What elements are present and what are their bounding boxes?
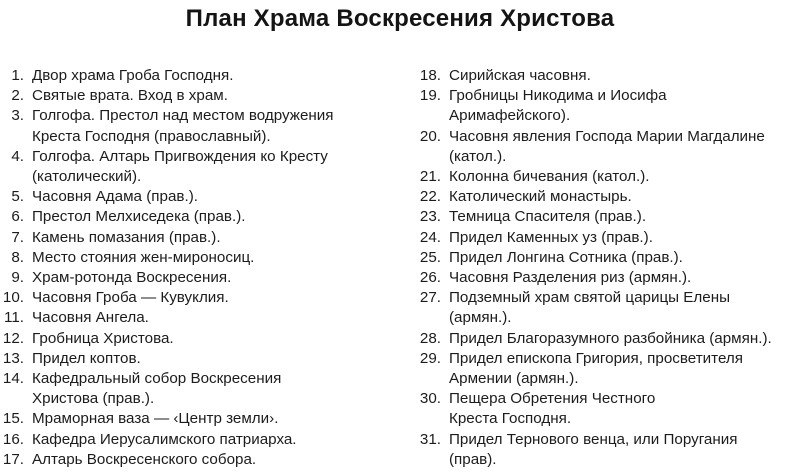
legend-item-text <box>32 147 394 187</box>
legend-item-line: Часовня Адама (прав.). <box>32 188 198 206</box>
legend-item-line: Часовня Разделения риз (армян.). <box>449 269 692 287</box>
legend-item-text <box>32 207 394 227</box>
legend-item <box>409 349 799 389</box>
legend-item-number: 9. <box>11 269 24 287</box>
legend-item-text <box>449 349 799 389</box>
legend-item <box>409 167 799 187</box>
legend-item-line: Колонна бичевания (катол.). <box>449 168 650 186</box>
legend-item-line: Часовня явления Господа Марии Магдалине <box>449 127 765 145</box>
legend-item <box>409 329 799 349</box>
legend-item-text <box>32 106 394 146</box>
legend-item-number: 5. <box>11 188 24 206</box>
legend-item-line: (католический). <box>32 168 142 186</box>
legend-item-text <box>32 268 394 288</box>
legend-item-number: 21. <box>419 168 441 186</box>
legend-item-number: 31. <box>419 430 441 448</box>
legend-item-line: Придел Каменных уз (прав.). <box>449 228 653 246</box>
legend-item-text <box>32 450 394 470</box>
legend-item-text <box>32 329 394 349</box>
legend-item-number: 24. <box>419 228 441 246</box>
legend-item-number: 27. <box>419 289 441 307</box>
legend-item <box>409 187 799 207</box>
legend-item-line: (катол.). <box>449 147 507 165</box>
legend-item-text <box>32 187 394 207</box>
legend-item-number: 16. <box>2 430 24 448</box>
legend-item-number: 20. <box>419 127 441 145</box>
legend-item-number: 13. <box>2 349 24 367</box>
legend-item-text <box>32 409 394 429</box>
legend-item <box>2 288 394 308</box>
legend-item-number: 4. <box>11 147 24 165</box>
legend-item <box>2 147 394 187</box>
legend-item-line: Христова (прав.). <box>32 390 155 408</box>
legend-item-text <box>32 349 394 369</box>
legend-item <box>409 86 799 126</box>
legend-item <box>2 369 394 409</box>
legend-item-line: Придел Лонгина Сотника (прав.). <box>449 248 683 266</box>
legend-item <box>2 268 394 288</box>
legend-item-number: 30. <box>419 390 441 408</box>
legend-item <box>2 248 394 268</box>
legend-item-line: Престол Мелхиседека (прав.). <box>32 208 246 226</box>
legend-item-number: 15. <box>2 410 24 428</box>
legend-item-line: Аримафейского). <box>449 107 571 125</box>
legend-item-text <box>449 268 799 288</box>
legend-item <box>2 450 394 470</box>
legend-item-line: Придел Благоразумного разбойника (армян.). <box>449 329 772 347</box>
legend-item-number: 25. <box>419 248 441 266</box>
legend-item-line: Темница Спасителя (прав.). <box>449 208 647 226</box>
legend-item-number: 7. <box>11 228 24 246</box>
legend-item-line: Придел Тернового венца, или Поругания <box>449 430 738 448</box>
legend-item-number: 17. <box>2 450 24 468</box>
legend-item-text <box>449 430 799 470</box>
legend-item-line: Часовня Гроба — Кувуклия. <box>32 289 229 307</box>
legend-item-text <box>32 228 394 248</box>
legend-item-line: Мраморная ваза — ‹Центр земли›. <box>32 410 279 428</box>
legend-item-number: 14. <box>2 370 24 388</box>
legend-item-number: 10. <box>2 289 24 307</box>
legend-item-line: Подземный храм святой царицы Елены <box>449 289 731 307</box>
legend-item-line: Часовня Ангела. <box>32 309 149 327</box>
legend-item <box>2 66 394 86</box>
legend-item <box>2 308 394 328</box>
legend-item-text <box>449 66 799 86</box>
legend-item-line: Придел коптов. <box>32 349 141 367</box>
legend-item-text <box>32 66 394 86</box>
legend-item-line: Пещера Обретения Честного <box>449 390 656 408</box>
legend-item-text <box>449 389 799 429</box>
legend-item-line: Креста Господня. <box>449 410 572 428</box>
legend-item-number: 2. <box>11 87 24 105</box>
legend-item <box>409 127 799 167</box>
legend-item <box>409 288 799 328</box>
legend-item-text <box>449 228 799 248</box>
legend-item <box>409 389 799 429</box>
legend-item <box>409 430 799 470</box>
legend-item <box>409 228 799 248</box>
legend-item-line: Гробница Христова. <box>32 329 174 347</box>
legend-item <box>2 409 394 429</box>
legend-column-right <box>409 66 799 470</box>
legend-item <box>2 228 394 248</box>
legend-item <box>2 207 394 227</box>
legend-item-line: Двор храма Гроба Господня. <box>32 67 234 84</box>
legend-item-number: 19. <box>419 87 441 105</box>
legend-item-text <box>32 288 394 308</box>
legend-item-number: 11. <box>4 309 24 327</box>
legend-item-number: 12. <box>2 329 24 347</box>
legend-item-line: Армении (армян.). <box>449 370 579 388</box>
legend-item-line: Католический монастырь. <box>449 188 632 206</box>
legend-item-text <box>32 369 394 409</box>
legend-item-number: 28. <box>419 329 441 347</box>
legend-item-line: Сирийская часовня. <box>449 67 591 84</box>
legend-item-line: Придел епископа Григория, просветителя <box>449 349 743 367</box>
legend-item-line: Храм-ротонда Воскресения. <box>32 269 232 287</box>
legend-item-line: Кафедральный собор Воскресения <box>32 370 282 388</box>
legend-item-number: 8. <box>11 248 24 266</box>
legend-item-line: Кафедра Иерусалимского патриарха. <box>32 430 297 448</box>
legend-item-text <box>449 167 799 187</box>
legend-item-number: 29. <box>419 349 441 367</box>
legend-item <box>2 430 394 450</box>
legend-item-line: Голгофа. Престол над местом водружения <box>32 107 334 125</box>
legend-item-number: 18. <box>419 67 441 84</box>
legend-item-number: 3. <box>11 107 24 125</box>
legend-item-text <box>449 127 799 167</box>
legend-item-number: 23. <box>419 208 441 226</box>
legend-item <box>2 329 394 349</box>
legend-item <box>2 86 394 106</box>
legend-item-text <box>449 329 799 349</box>
legend-column-left <box>2 66 394 470</box>
legend-item <box>409 66 799 86</box>
legend-item-text <box>32 308 394 328</box>
legend-item-line: Гробницы Никодима и Иосифа <box>449 87 667 105</box>
legend-item-text <box>449 86 799 126</box>
legend-item-text <box>449 187 799 207</box>
legend-item-text <box>449 248 799 268</box>
legend-item-text <box>32 430 394 450</box>
legend-item-text <box>449 207 799 227</box>
legend-item-line: Креста Господня (православный). <box>32 127 271 145</box>
legend-item-text <box>449 288 799 328</box>
legend-item <box>409 248 799 268</box>
legend-item <box>409 207 799 227</box>
legend-item-number: 22. <box>419 188 441 206</box>
legend-item-line: Камень помазания (прав.). <box>32 228 221 246</box>
legend-item <box>2 349 394 369</box>
legend-item-line: Место стояния жен-мироносиц. <box>32 248 255 266</box>
legend-item-number: 1. <box>11 67 24 84</box>
legend-item-line: Святые врата. Вход в храм. <box>32 87 228 105</box>
legend-item-text <box>32 248 394 268</box>
legend-item <box>2 106 394 146</box>
legend-item-line: (прав). <box>449 450 497 468</box>
legend-item-text <box>32 86 394 106</box>
legend-item-line: Голгофа. Алтарь Пригвождения ко Кресту <box>32 147 328 165</box>
legend-item-line: Алтарь Воскресенского собора. <box>32 450 257 468</box>
legend-item <box>409 268 799 288</box>
page-title: План Храма Воскресения Христова <box>185 5 615 32</box>
legend-item <box>2 187 394 207</box>
legend-item-number: 26. <box>419 269 441 287</box>
legend-item-number: 6. <box>11 208 24 226</box>
legend-item-line: (армян.). <box>449 309 512 327</box>
